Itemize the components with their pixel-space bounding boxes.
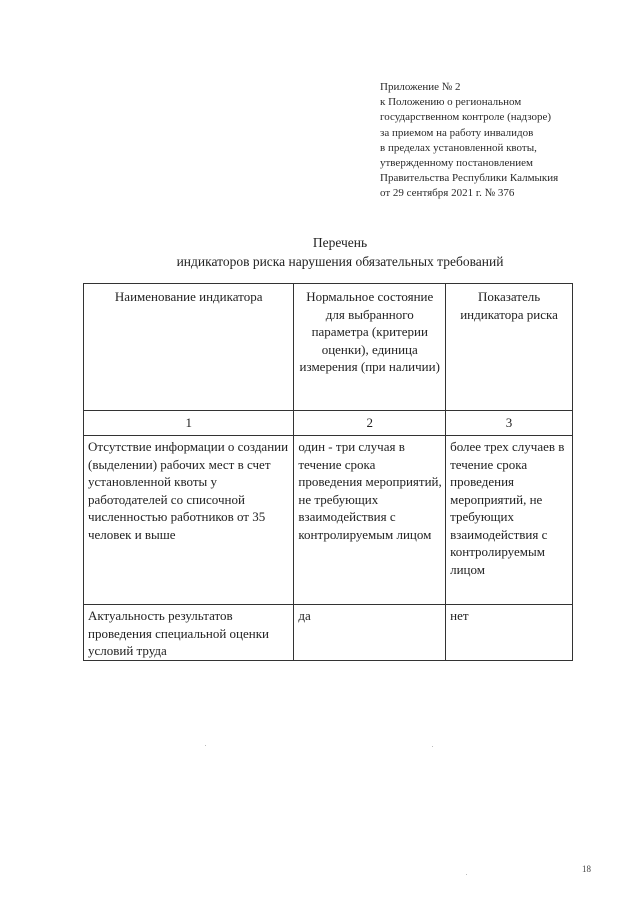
- risk-indicators-table: [83, 283, 573, 661]
- column-number: 1: [185, 415, 192, 430]
- column-header-label: Показатель индикатора риска: [460, 289, 558, 322]
- normal-state-cell: [294, 436, 446, 605]
- appendix-line: Правительства Республики Калмыкия: [380, 172, 559, 185]
- appendix-line: государственном контроле (надзоре): [380, 111, 552, 124]
- table-row: [84, 605, 573, 661]
- column-header-label: Наименование индикатора: [114, 289, 263, 304]
- scan-speck: [432, 746, 433, 747]
- appendix-line: утвержденному постановлением: [380, 157, 533, 170]
- column-header-label: Нормальное состояние для выбранного параметра (критерии оценки), единица измерения (при наличии): [299, 289, 440, 374]
- indicator-text: Отсутствие информации о создании (выделении) рабочих мест в счет установленной квоты у работодателей со списочной численностью работников от 35 человек и выше: [88, 439, 289, 542]
- column-header: [294, 284, 446, 411]
- appendix-block: [380, 80, 558, 202]
- normal-state-cell: [294, 605, 446, 661]
- appendix-line: к Положению о региональном: [380, 96, 522, 109]
- title-line-2: индикаторов риска нарушения обязательных требований: [176, 254, 504, 269]
- table-header-row: [84, 284, 573, 411]
- column-number: 3: [505, 415, 513, 430]
- risk-value-text: более трех случаев в течение срока проведения мероприятий, не требующих взаимодействия с контролируемым лицом: [450, 439, 565, 577]
- appendix-line: за приемом на работу инвалидов: [380, 126, 534, 139]
- column-header: [446, 284, 573, 411]
- title-line-1: Перечень: [312, 235, 368, 250]
- column-header: [84, 284, 294, 411]
- appendix-line: от 29 сентября 2021 г. № 376: [380, 187, 515, 200]
- column-number-cell: [446, 411, 573, 436]
- risk-value-text: нет: [450, 608, 469, 623]
- column-number-row: [84, 411, 573, 436]
- normal-state-text: один - три случая в течение срока проведения мероприятий, не требующих взаимодействия с контролируемым лицом: [298, 439, 442, 542]
- column-number-cell: [84, 411, 294, 436]
- document-title: [0, 233, 640, 271]
- risk-value-cell: [446, 436, 573, 605]
- normal-state-text: да: [298, 608, 311, 623]
- appendix-line: Приложение № 2: [380, 81, 461, 93]
- table-row: [84, 436, 573, 605]
- page-number: 18: [582, 864, 591, 874]
- indicator-cell: [84, 605, 294, 661]
- scan-speck: [205, 745, 206, 746]
- indicator-cell: [84, 436, 294, 605]
- column-number: 2: [366, 415, 373, 430]
- column-number-cell: [294, 411, 446, 436]
- indicator-text: Актуальность результатов проведения специальной оценки условий труда: [88, 608, 269, 658]
- risk-value-cell: [446, 605, 573, 661]
- appendix-line: в пределах установленной квоты,: [380, 141, 537, 154]
- scan-speck: [466, 874, 467, 875]
